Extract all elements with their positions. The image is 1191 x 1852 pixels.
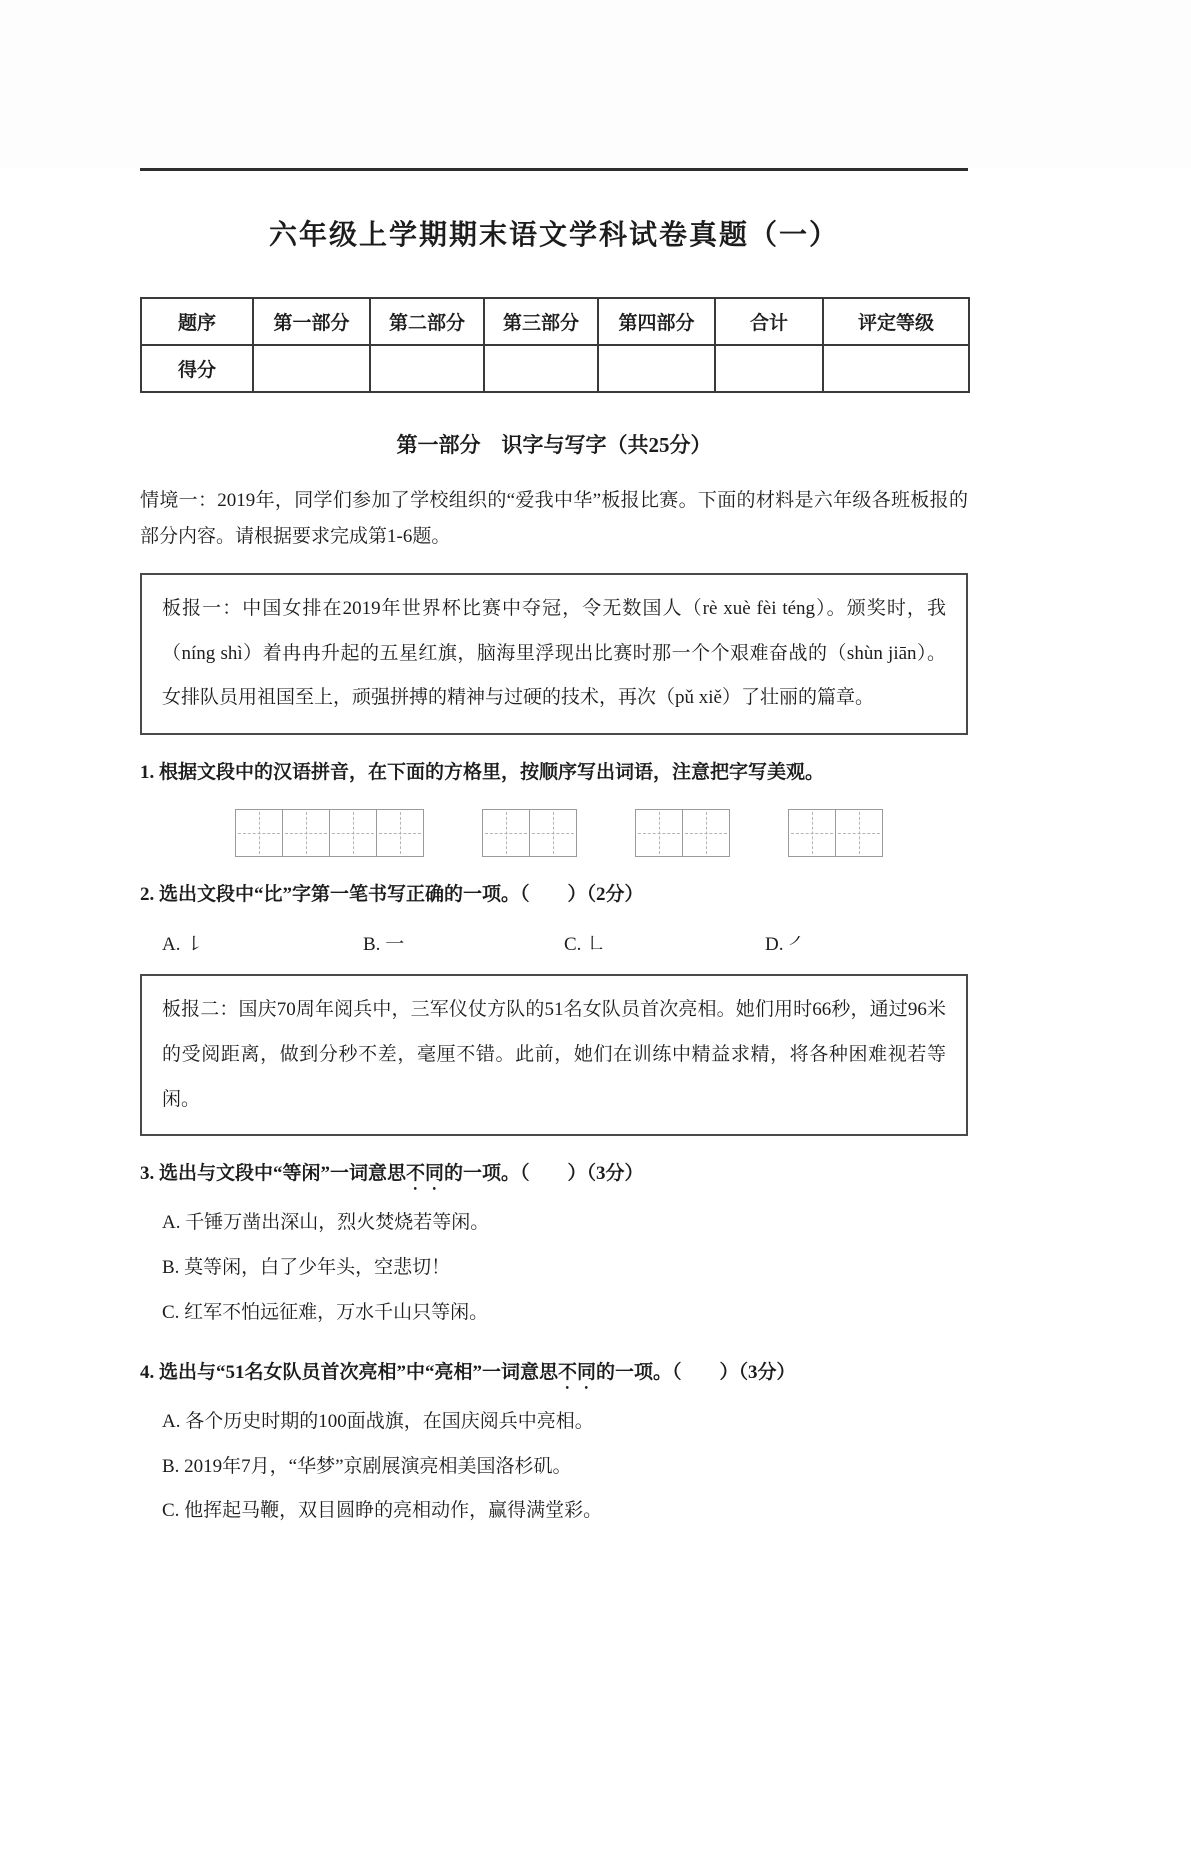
question2-stem: 2. 选出文段中“比”字第一笔书写正确的一项。（ ）（2分）: [140, 884, 644, 906]
score-table-header-cell: 合计: [715, 298, 823, 345]
writing-grid-cell: [682, 809, 730, 857]
question2-option-b: [363, 929, 564, 956]
writing-grid-cell: [235, 809, 283, 857]
score-table-header-row: [141, 298, 969, 345]
stroke-glyph: ㇒: [788, 934, 808, 956]
score-table-header-cell: 第三部分: [484, 298, 598, 345]
writing-grid-cell: [635, 809, 683, 857]
writing-grid-cell: [788, 809, 836, 857]
page-content: [0, 168, 968, 1774]
option-label: B.: [363, 934, 381, 956]
stroke-glyph: ㇙: [185, 934, 205, 956]
score-blank-cell: [598, 345, 715, 392]
stroke-glyph: ㇗: [586, 934, 606, 956]
board2-box: [140, 974, 968, 1136]
question4-option-b: B. 2019年7月，“华梦”京剧展演亮相美国洛杉矶。: [162, 1455, 572, 1477]
question4-stem-prefix: 4. 选出与“51名女队员首次亮相”中“亮相”一词意思: [140, 1362, 559, 1384]
option-label: C.: [564, 934, 582, 956]
question2-option-d: [765, 929, 966, 956]
score-table-header-cell: 题序: [141, 298, 253, 345]
bottom-margin: [140, 1534, 968, 1774]
question3-option-b: B. 莫等闲，白了少年头，空悲切！: [162, 1256, 451, 1278]
board1-box: [140, 573, 968, 735]
question4-option-c: C. 他挥起马鞭，双目圆睁的亮相动作，赢得满堂彩。: [162, 1500, 603, 1522]
score-blank-cell: [370, 345, 484, 392]
question3-option-a: A. 千锤万凿出深山，烈火焚烧若等闲。: [162, 1212, 490, 1234]
writing-grid-cell: [482, 809, 530, 857]
question2-option-a: [162, 929, 363, 956]
question3-option-c: C. 红军不怕远征难，万水千山只等闲。: [162, 1301, 489, 1323]
writing-grid-group: [635, 809, 730, 857]
question2-options: [162, 929, 968, 956]
question4-stem-suffix: 的一项。（ ）（3分）: [596, 1362, 796, 1384]
writing-grid-cell: [835, 809, 883, 857]
question3-stem-suffix: 的一项。（ ）（3分）: [444, 1163, 644, 1185]
question3-emphasized-word: 不同: [406, 1163, 445, 1185]
page-title: 六年级上学期期末语文学科试卷真题（一）: [268, 220, 839, 251]
option-label: D.: [765, 934, 784, 956]
writing-grid-cell: [376, 809, 424, 857]
score-table-header-cell: 第四部分: [598, 298, 715, 345]
score-blank-cell: [823, 345, 969, 392]
writing-grid-group: [482, 809, 577, 857]
score-table-value-row: [141, 345, 969, 392]
score-blank-cell: [715, 345, 823, 392]
option-label: A.: [162, 934, 181, 956]
writing-grid-cell: [529, 809, 577, 857]
question1-stem: 1. 根据文段中的汉语拼音，在下面的方格里，按顺序写出词语，注意把字写美观。: [140, 762, 825, 784]
question4-option-a: A. 各个历史时期的100面战旗，在国庆阅兵中亮相。: [162, 1411, 594, 1433]
scenario-intro-text: 情境一：2019年，同学们参加了学校组织的“爱我中华”板报比赛。下面的材料是六年级各班板报的部分内容。请根据要求完成第1-6题。: [140, 490, 968, 548]
writing-grid-cell: [329, 809, 377, 857]
writing-grid-cell: [282, 809, 330, 857]
stroke-glyph: 一: [385, 934, 405, 956]
writing-grid: [235, 809, 968, 857]
score-table: [140, 297, 970, 393]
question2-option-c: [564, 929, 765, 956]
question4-options: [162, 1400, 968, 1534]
score-table-header-cell: 评定等级: [823, 298, 969, 345]
question3-stem: [140, 1156, 968, 1195]
exam-paper-page: [0, 168, 1191, 1852]
question4-emphasized-word: 不同: [558, 1362, 597, 1384]
score-blank-cell: [253, 345, 370, 392]
score-table-header-cell: 第一部分: [253, 298, 370, 345]
board2-text: 板报二：国庆70周年阅兵中，三军仪仗方队的51名女队员首次亮相。她们用时66秒，通过96米的受阅距离，做到分秒不差，毫厘不错。此前，她们在训练中精益求精，将各种困难视若等闲。: [162, 999, 946, 1110]
top-divider: [140, 168, 968, 171]
score-table-header-cell: 第二部分: [370, 298, 484, 345]
writing-grid-group: [235, 809, 424, 857]
section1-heading: 第一部分 识字与写字（共25分）: [396, 433, 712, 457]
score-row-label: 得分: [141, 345, 253, 392]
board1-text: 板报一：中国女排在2019年世界杯比赛中夺冠，令无数国人（rè xuè fèi téng）。颁奖时，我（níng shì）着冉冉升起的五星红旗，脑海里浮现出比赛时那一个个艰难奋战的（shùn jiān）。女排队员用祖国至上，顽强拼搏的精神与过硬的技术，再次（pǔ xiě）了壮丽的篇章。: [162, 598, 946, 709]
score-blank-cell: [484, 345, 598, 392]
question3-stem-prefix: 3. 选出与文段中“等闲”一词意思: [140, 1163, 407, 1185]
question4-stem: [140, 1355, 968, 1394]
writing-grid-group: [788, 809, 883, 857]
question3-options: [162, 1201, 968, 1335]
